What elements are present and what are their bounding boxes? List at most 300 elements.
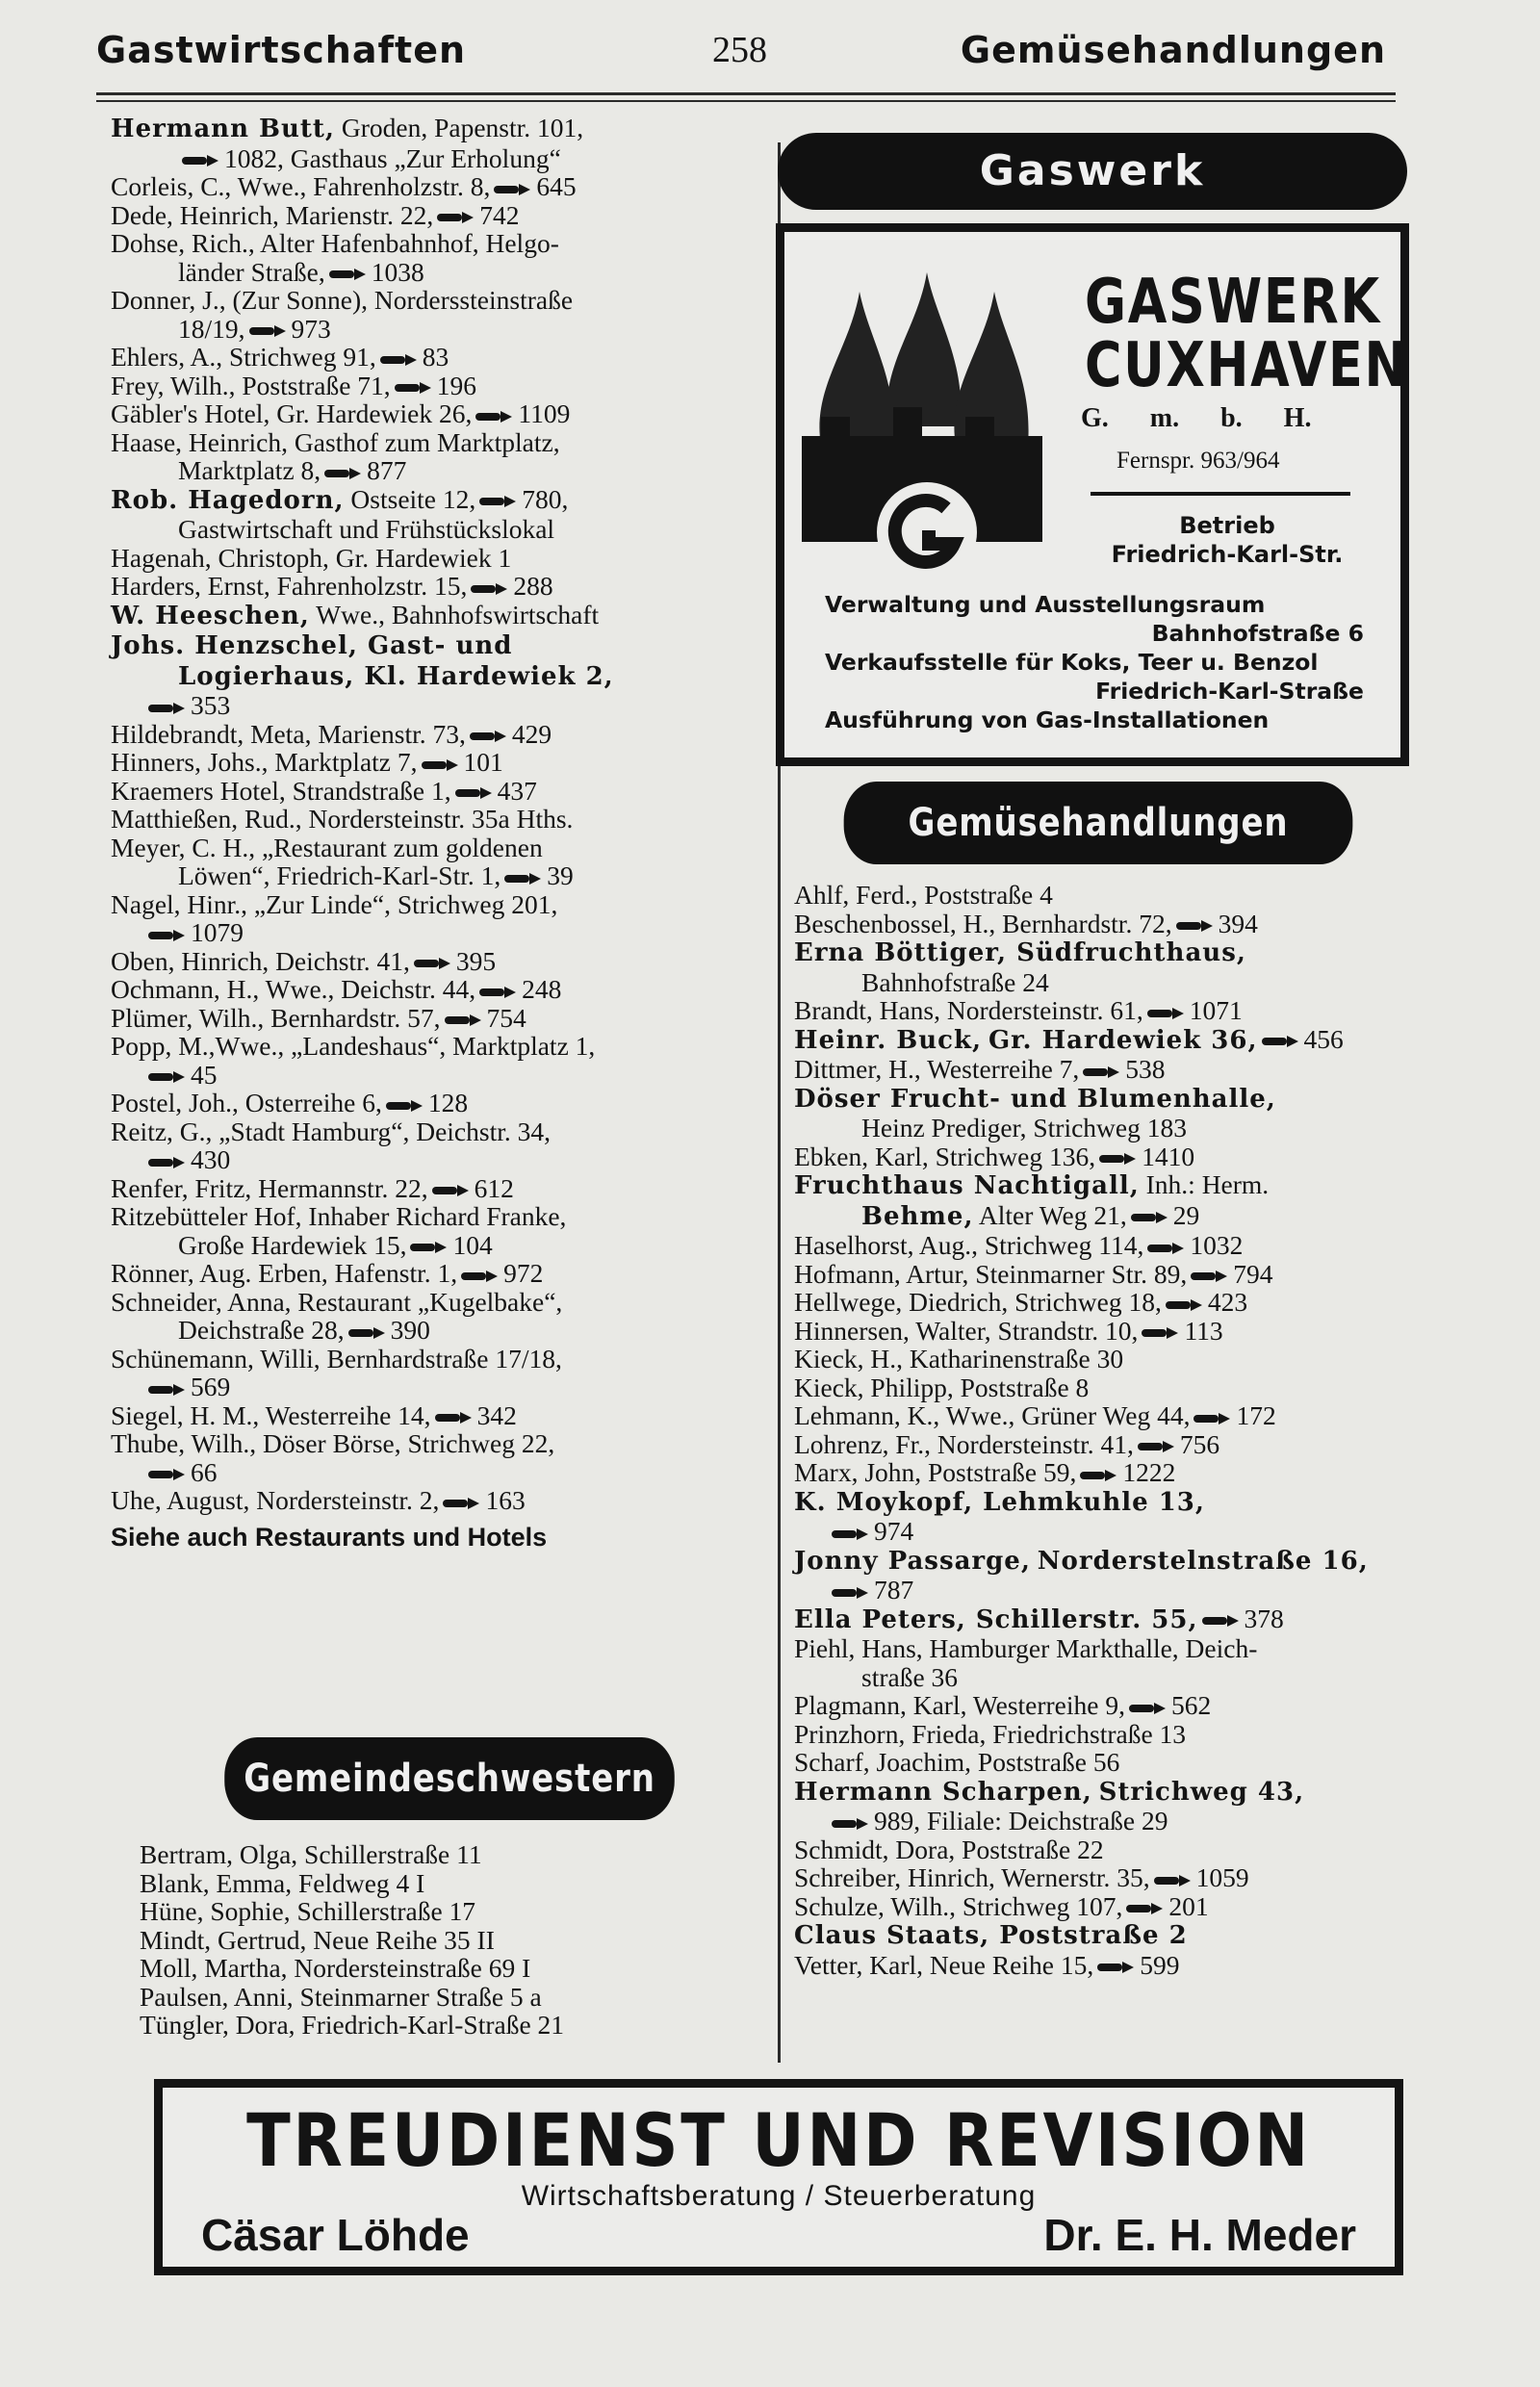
gemuesehandlung-entry [794,1373,1420,1402]
gemuesehandlung-entry-name: Ella Peters, Schillerstr. 55, [794,1604,1198,1634]
telephone-icon [832,1586,868,1600]
gastwirtschaft-entry-text: Ritzebütteler Hof, Inhaber Richard Franke, [111,1201,567,1231]
gemuesehandlung-entry [794,1748,1420,1777]
gastwirtschaft-entry-phone: 742 [479,199,520,230]
gaswerk-rule [1091,492,1350,496]
gemuesehandlung-entry [794,881,1420,910]
gastwirtschaft-entry [111,399,751,428]
gemuesehandlung-entry-name-suffix: Gr. Hardewiek 36, [988,1025,1258,1055]
gemeindeschwester-entry: Hüne, Sophie, Schillerstraße 17 [140,1896,476,1926]
gastwirtschaft-entry-continuation [111,515,751,544]
gastwirtschaft-entry-continuation-text: Große Hardewiek 15, [178,1229,407,1260]
gemuesehandlung-entry-phone: 989, [874,1806,921,1835]
gastwirtschaft-entry-continuation-text: 1082, Gasthaus „Zur Erholung“ [224,142,561,173]
gastwirtschaft-entry-phone: 429 [511,718,552,749]
treudienst-title: TREUDIENST UND REVISION [246,2097,1311,2183]
gemuesehandlung-entry [794,1835,1420,1864]
treudienst-name-left: Cäsar Löhde [201,2210,470,2260]
gastwirtschaft-entry-name: Rob. Hagedorn, [111,485,345,515]
header-rule-2 [96,100,1396,102]
telephone-icon [1142,1326,1178,1340]
right-column [794,881,1420,1979]
gemuesehandlung-entry-text: Beschenbossel, H., Bernhardstr. 72, [794,908,1172,938]
gastwirtschaft-entry [111,572,751,601]
gastwirtschaft-entry [111,1117,751,1174]
gastwirtschaft-entry-text: Popp, M.,Wwe., „Landeshaus“, Marktplatz 1, [111,1031,596,1061]
gaswerk-phone: Fernspr. 963/964 [1116,448,1280,474]
gaswerk-betrieb [1073,511,1381,569]
gastwirtschaft-entry-text: Ehlers, A., Strichweg 91, [111,342,376,372]
gastwirtschaft-entry [111,777,751,806]
gemuesehandlung-entry [794,1170,1420,1231]
gastwirtschaft-entry-continuation-text: Gastwirtschaft und Frühstückslokal [178,514,555,544]
gastwirtschaft-entry-continuation [111,144,751,173]
telephone-icon [1131,1211,1168,1224]
telephone-icon [1138,1440,1174,1453]
see-also-note: Siehe auch Restaurants und Hotels [111,1522,548,1552]
gastwirtschaft-entry-text: Renfer, Fritz, Hermannstr. 22, [111,1172,428,1203]
telephone-icon [422,758,458,772]
gemuesehandlung-entry [794,1546,1420,1604]
gemuesehandlung-entry [794,1260,1420,1289]
gastwirtschaft-entry-name-continued: Logierhaus, Kl. Hardewiek 2, [178,661,614,691]
telephone-icon [1147,1242,1184,1255]
telephone-icon [479,986,516,999]
gastwirtschaft-entry [111,834,751,890]
gastwirtschaft-entry-text: Oben, Hinrich, Deichstr. 41, [111,945,410,976]
gemuesehandlung-entry-phone: 172 [1236,1400,1276,1430]
gastwirtschaft-entry-text: Kraemers Hotel, Strandstraße 1, [111,775,451,806]
gastwirtschaft-entry [111,172,751,201]
gemuesehandlung-entry-text: Marx, John, Poststraße 59, [794,1457,1077,1487]
telephone-icon [443,1497,479,1510]
header-right-title: Gemüsehandlungen [960,29,1386,71]
gastwirtschaft-entry-text: Hinners, Johs., Marktplatz 7, [111,747,418,777]
gastwirtschaft-entry [111,1401,751,1430]
telephone-icon [832,1817,868,1831]
gastwirtschaft-entry-continuation [111,1316,751,1345]
telephone-icon [461,1270,498,1283]
gemuesehandlung-entry-text: Schreiber, Hinrich, Wernerstr. 35, [794,1862,1150,1892]
gemuesehandlung-entry [794,1142,1420,1171]
gastwirtschaft-entry-text: Donner, J., (Zur Sonne), Norderssteinstraße [111,285,574,315]
gastwirtschaft-entry-text: Hagenah, Christoph, Gr. Hardewiek 1 [111,542,512,573]
gemuesehandlung-entry-phone-line [794,1576,1420,1604]
gemuesehandlung-entry-name: Jonny Passarge, [794,1546,1031,1576]
telephone-icon [1099,1152,1136,1166]
page-number: 258 [712,30,767,70]
gemuesehandlung-entry [794,1458,1420,1487]
gemuesehandlung-entry-continuation [794,1201,1420,1232]
treudienst-advertisement [154,2079,1403,2275]
telephone-icon [1097,1961,1134,1974]
gastwirtschaft-entry-continuation-text: länder Straße, [178,256,325,287]
gemuesehandlung-entry-phone-line [794,1807,1420,1835]
gaswerk-betrieb-address: Friedrich-Karl-Str. [1111,541,1344,568]
gastwirtschaft-entry [111,229,751,286]
gaswerk-flame-logo [802,272,1052,590]
gastwirtschaft-entry-phone: 66 [191,1456,218,1487]
gastwirtschaft-entry [111,1004,751,1033]
gastwirtschaft-entry-phone: 83 [422,342,449,372]
gaswerk-line-friedrich-karl: Friedrich-Karl-Straße [1095,678,1364,705]
gastwirtschaft-entry [111,343,751,372]
telephone-icon [1166,1298,1202,1312]
telephone-icon [148,929,185,942]
gemuesehandlung-entry-phone: 538 [1125,1054,1166,1084]
gastwirtschaft-entry-text: Rönner, Aug. Erben, Hafenstr. 1, [111,1258,458,1288]
gastwirtschaft-entry-phone: 569 [191,1372,231,1401]
gemuesehandlung-entry-phone: 378 [1244,1603,1284,1633]
gaswerk-title-line1: GASWERK [1085,267,1381,338]
gemeindeschwestern-column [140,1840,756,2040]
gastwirtschaft-entry-text: Siegel, H. M., Westerreihe 14, [111,1399,431,1430]
gastwirtschaft-entry-text: Hildebrandt, Meta, Marienstr. 73, [111,718,466,749]
gastwirtschaft-entry [111,1259,751,1288]
gemuesehandlung-entry-continuation [794,1663,1420,1692]
gaswerk-line-verkauf: Verkaufsstelle für Koks, Teer u. Benzol [825,649,1319,676]
gemuesehandlung-entry-phone: 423 [1207,1287,1248,1317]
gemuesehandlung-entry [794,1025,1420,1056]
telephone-icon [329,268,366,281]
gemeindeschwestern-list [140,1840,756,2040]
gastwirtschaft-entry-phone-line [111,1458,751,1487]
telephone-icon [1154,1874,1191,1887]
gastwirtschaft-entry-text: Ochmann, H., Wwe., Deichstr. 44, [111,974,476,1004]
gemuesehandlung-entry-phone: 1032 [1190,1230,1244,1260]
gastwirtschaft-entry-continuation-text: 18/19, [178,313,245,344]
gemuesehandlung-entry [794,910,1420,938]
gaswerk-title [1085,267,1409,401]
telephone-icon [504,872,541,886]
telephone-icon [148,702,185,715]
gemuesehandlung-entry [794,1084,1420,1142]
gemuesehandlung-entry-phone: 456 [1303,1023,1344,1054]
gemuesehandlung-entry [794,1691,1420,1720]
treudienst-subtitle: Wirtschaftsberatung / Steuerberatung [521,2180,1037,2212]
telephone-icon [148,1156,185,1169]
gemuesehandlung-entry-name: Erna Böttiger, Südfruchthaus, [794,938,1246,967]
gemuesehandlung-entry [794,996,1420,1025]
gemuesehandlung-entry-name: Heinr. Buck, [794,1025,983,1055]
gemuesehandlung-entry-phone: 1071 [1189,995,1243,1025]
gastwirtschaft-entry-continuation-text: Löwen“, Friedrich-Karl-Str. 1, [178,860,501,890]
gemuesehandlung-entry-text: Vetter, Karl, Neue Reihe 15, [794,1949,1094,1980]
gastwirtschaft-entry-text: Uhe, August, Nordersteinstr. 2, [111,1485,440,1515]
telephone-icon [1129,1702,1166,1715]
gemuesehandlung-entry-continuation [794,1114,1420,1142]
gaswerk-line-verwaltung: Verwaltung und Ausstellungsraum [825,591,1266,618]
gastwirtschaft-entry-text: Gäbler's Hotel, Gr. Hardewiek 26, [111,398,473,428]
gastwirtschaft-entry-text: Schünemann, Willi, Bernhardstraße 17/18, [111,1343,562,1373]
gemuesehandlung-entry-branch: Filiale: Deichstraße 29 [927,1806,1168,1835]
gastwirtschaft-entry-phone: 288 [513,571,553,601]
gemuesehandlung-entry-text: Brandt, Hans, Nordersteinstr. 61, [794,995,1143,1025]
gemuesehandlung-entry [794,1951,1420,1980]
gastwirtschaft-entry-phone: 45 [191,1059,218,1090]
gastwirtschaft-entry-text: Dede, Heinrich, Marienstr. 22, [111,199,434,230]
gemuesehandlung-entry-text: Haselhorst, Aug., Strichweg 114, [794,1230,1144,1260]
gemuesehandlung-entry-text: Hinnersen, Walter, Strandstr. 10, [794,1315,1139,1346]
gastwirtschaft-entry-text: Corleis, C., Wwe., Fahrenholzstr. 8, [111,171,491,201]
gastwirtschaft-entry-phone: 437 [497,775,537,806]
gaswerk-advertisement [776,223,1409,766]
gemuesehandlung-entry-text: Hellwege, Diedrich, Strichweg 18, [794,1287,1162,1317]
gastwirtschaft-entry-phone-line [111,1373,751,1401]
gemuesehandlung-entry-text: Kieck, H., Katharinenstraße 30 [794,1344,1124,1373]
gemuesehandlung-entry-text: Hofmann, Artur, Steinmarner Str. 89, [794,1258,1188,1289]
gemuesehandlung-entry-text: Lohrenz, Fr., Nordersteinstr. 41, [794,1428,1134,1459]
telephone-icon [148,1468,185,1481]
gemuesehandlung-entry-phone: 1410 [1142,1141,1195,1171]
telephone-icon [470,730,506,743]
header-left-title: Gastwirtschaften [96,29,467,71]
telephone-icon [455,786,492,800]
gemuesehandlung-entry-phone: 787 [874,1575,914,1604]
telephone-icon [1176,919,1213,933]
gaswerk-betrieb-label: Betrieb [1179,512,1275,539]
gemuesehandlung-entry [794,1634,1420,1691]
gemuesehandlung-entry [794,1920,1420,1951]
gastwirtschaft-entry-continuation-text: Marktplatz 8, [178,455,321,485]
gastwirtschaft-entry-name: W. Heeschen, [111,601,310,630]
gemuesehandlung-entry-name: Döser Frucht- und Blumenhalle, [794,1084,1276,1114]
gemuesehandlung-entry-name-suffix: Norderstelnstraße 16, [1037,1546,1369,1576]
gastwirtschaft-entry-continuation [111,861,751,890]
gemuesehandlung-entry-name: Hermann Scharpen, [794,1777,1092,1807]
gastwirtschaft-entry-phone: 395 [455,945,497,976]
gastwirtschaft-entry-phone-line [111,691,751,720]
gastwirtschaft-entry-phone: 39 [547,860,574,890]
gastwirtschaft-entry-text: Postel, Joh., Osterreihe 6, [111,1088,382,1117]
gemuesehandlung-entry [794,1487,1420,1546]
gemuesehandlung-entry-text: Schmidt, Dora, Poststraße 22 [794,1834,1104,1864]
gemuesehandlung-entry-text: Prinzhorn, Frieda, Friedrichstraße 13 [794,1718,1187,1749]
gastwirtschaft-entry [111,975,751,1004]
gemuesehandlung-entry-continuation [794,968,1420,997]
gastwirtschaft-entry-phone-line [111,1061,751,1090]
gastwirtschaft-entry [111,201,751,230]
gemuesehandlung-entry-phone: 974 [874,1516,914,1546]
gastwirtschaft-entry-text: Matthießen, Rud., Nordersteinstr. 35a Hths. [111,804,574,834]
gastwirtschaft-entry [111,1288,751,1345]
gemuesehandlung-entry [794,1401,1420,1430]
gemuesehandlung-entry-phone: 794 [1233,1258,1273,1289]
gastwirtschaft-entry [111,286,751,343]
gemuesehandlung-entry-phone: 394 [1218,908,1258,938]
gastwirtschaft-entry-phone: 104 [452,1229,493,1260]
gemuesehandlung-entry-text: Ebken, Karl, Strichweg 136, [794,1141,1096,1171]
gastwirtschaft-entry [111,1174,751,1203]
telephone-icon [494,183,530,196]
gemuesehandlung-entry-text: Lehmann, K., Wwe., Grüner Weg 44, [794,1400,1191,1430]
gaswerk-line-bahnhofstrasse: Bahnhofstraße 6 [1151,620,1364,647]
gemuesehandlung-entry [794,937,1420,996]
gastwirtschaft-entry-text: Nagel, Hinr., „Zur Linde“, Strichweg 201, [111,888,558,919]
gemuesehandlungen-heading: Gemüsehandlungen [844,782,1353,864]
gastwirtschaft-entry-continuation [111,315,751,344]
gemeindeschwestern-heading: Gemeindeschwestern [224,1737,675,1820]
gastwirtschaft-entry [111,748,751,777]
telephone-icon [475,410,512,424]
gastwirtschaft-entry-text: Haase, Heinrich, Gasthof zum Marktplatz, [111,426,560,457]
gastwirtschaft-entry-phone: 342 [476,1399,517,1430]
gemuesehandlung-entry-continuation-text: Alter Weg 21, [978,1199,1127,1230]
gastwirtschaft-entry [111,601,751,631]
gemeindeschwester-entry: Mindt, Gertrud, Neue Reihe 35 II [140,1924,495,1955]
gemuesehandlung-entry-text: Scharf, Joachim, Poststraße 56 [794,1747,1120,1777]
gastwirtschaft-entry [111,428,751,485]
gastwirtschaft-entry-continuation [111,1231,751,1260]
gastwirtschaft-entry-text: Reitz, G., „Stadt Hamburg“, Deichstr. 34, [111,1116,551,1146]
gemuesehandlung-entry-phone: 599 [1140,1949,1180,1980]
gemuesehandlung-entry-name: K. Moykopf, Lehmkuhle 13, [794,1487,1205,1517]
gastwirtschaft-entry-name: Hermann Butt, [111,115,335,143]
telephone-icon [1194,1412,1230,1425]
telephone-icon [380,353,417,367]
gemuesehandlung-entry [794,1892,1420,1921]
gemuesehandlung-entry-phone: 1222 [1122,1457,1176,1487]
gemuesehandlung-entry-text: Inh.: Herm. [1145,1169,1270,1199]
gemuesehandlung-entry-name-suffix: Strichweg 43, [1098,1777,1305,1807]
gastwirtschaft-entry [111,1429,751,1486]
gastwirtschaft-entry-phone: 163 [485,1485,526,1515]
telephone-icon [1147,1007,1184,1020]
gemuesehandlung-entry-text: Plagmann, Karl, Westerreihe 9, [794,1690,1125,1720]
gastwirtschaft-entry-phone: 248 [522,974,562,1004]
telephone-icon [148,1070,185,1084]
telephone-icon [832,1527,868,1541]
gemuesehandlung-entry [794,1430,1420,1459]
gastwirtschaft-entry-phone: 780, [522,483,569,514]
gemuesehandlung-entry-text: Ahlf, Ferd., Poststraße 4 [794,880,1053,910]
gemeindeschwester-entry: Blank, Emma, Feldweg 4 I [140,1867,425,1898]
gastwirtschaft-entry-phone: 390 [390,1315,430,1345]
gemuesehandlung-entry-phone: 562 [1170,1690,1212,1720]
telephone-icon [1126,1902,1163,1915]
gastwirtschaft-entry [111,1089,751,1117]
telephone-icon [1202,1614,1239,1628]
gemuesehandlung-entry-text: Schulze, Wilh., Strichweg 107, [794,1890,1123,1921]
gemuesehandlung-entry-phone: 113 [1184,1315,1223,1346]
telephone-icon [479,495,516,508]
telephone-icon [414,957,450,970]
telephone-icon [386,1099,423,1113]
page-header [0,0,1540,87]
telephone-icon [435,1411,472,1424]
gastwirtschaft-entry-phone: 973 [291,313,331,344]
telephone-icon [1262,1035,1298,1048]
gastwirtschaft-entry-phone: 353 [191,690,231,720]
gastwirtschaft-entry [111,947,751,976]
gastwirtschaft-entry-continuation [111,456,751,485]
gastwirtschaft-entry-phone-line [111,1145,751,1174]
gemeindeschwester-entry: Tüngler, Dora, Friedrich-Karl-Straße 21 [140,2010,565,2040]
treudienst-name-right: Dr. E. H. Meder [1043,2210,1356,2260]
gemuesehandlung-entry [794,1055,1420,1084]
telephone-icon [445,1014,481,1027]
gaswerk-heading: Gaswerk [778,133,1407,210]
gastwirtschaft-entry-text: Wwe., Bahnhofswirtschaft [316,599,600,629]
gastwirtschaft-entry [111,372,751,400]
gastwirtschaft-entry-phone: 430 [191,1144,231,1174]
telephone-icon [410,1241,447,1254]
telephone-icon [324,467,361,480]
gastwirtschaft-entry [111,890,751,947]
gastwirtschaft-entry-text: Frey, Wilh., Poststraße 71, [111,370,391,400]
gemuesehandlung-entry [794,1777,1420,1835]
gastwirtschaft-entry-text: Dohse, Rich., Alter Hafenbahnhof, Helgo- [111,228,559,258]
gastwirtschaft-entry-phone: 645 [536,171,577,201]
gemuesehandlung-entry [794,1288,1420,1317]
left-column [111,114,751,1553]
gemuesehandlung-entry [794,1720,1420,1749]
gastwirtschaft-entry-text: Harders, Ernst, Fahrenholzstr. 15, [111,571,468,601]
gastwirtschaft-entry [111,1345,751,1401]
gastwirtschaft-entry-continuation-text: Deichstraße 28, [178,1315,345,1345]
header-rule [96,92,1396,95]
gaswerk-line-installation: Ausführung von Gas-Installationen [825,706,1270,733]
gemuesehandlung-entry [794,1604,1420,1635]
gastwirtschaft-entry-text: Ostseite 12, [350,483,476,514]
gemuesehandlungen-list [794,881,1420,1979]
gaswerk-gmbh: G. m. b. H. [1081,403,1312,433]
gemuesehandlung-entry-name: Claus Staats, Poststraße 2 [794,1921,1188,1950]
gemuesehandlung-entry-continuation-text: Heinz Prediger, Strichweg 183 [861,1113,1187,1142]
gastwirtschaft-entry-phone: 101 [463,747,503,777]
gemuesehandlung-entry-text: Piehl, Hans, Hamburger Markthalle, Deich- [794,1633,1258,1663]
gemuesehandlung-entry-continuation-text: straße 36 [861,1661,959,1692]
gastwirtschaft-entry-text: Meyer, C. H., „Restaurant zum goldenen [111,832,543,862]
gastwirtschaft-entry [111,630,751,720]
gemuesehandlung-entry-phone: 1059 [1195,1862,1249,1892]
gastwirtschaft-entry-phone-line [111,918,751,947]
gemuesehandlung-entry-phone-line [794,1517,1420,1546]
gastwirtschaft-entry-phone: 1038 [371,256,424,287]
gastwirtschaft-entry-text: Groden, Papenstr. 101, [341,113,584,142]
gaswerk-title-line2: CUXHAVEN [1085,330,1409,401]
gastwirtschaft-entry [111,544,751,573]
gemuesehandlung-entry-name-continued: Behme, [861,1201,974,1231]
gemuesehandlung-entry-continuation-text: Bahnhofstraße 24 [861,966,1049,997]
gemuesehandlung-entry-phone: 756 [1179,1428,1220,1459]
telephone-icon [395,381,431,395]
gastwirtschaft-entry-phone: 754 [486,1002,526,1033]
gastwirtschaft-entry [111,805,751,834]
gemuesehandlung-entry [794,1317,1420,1346]
gaswerk-details [825,590,1364,734]
gastwirtschaft-entry-text: Plümer, Wilh., Bernhardstr. 57, [111,1002,441,1033]
gastwirtschaft-entry-phone: 877 [367,455,407,485]
gastwirtschaft-entry-phone: 1079 [191,917,244,947]
gastwirtschaft-entry-phone: 128 [427,1088,469,1117]
gemuesehandlung-entry [794,1231,1420,1260]
telephone-icon [1191,1270,1227,1283]
telephone-icon [182,154,218,167]
gastwirtschaft-entry-phone: 1109 [518,398,571,428]
gastwirtschaft-entry [111,1032,751,1089]
gemuesehandlung-entry-text: Dittmer, H., Westerreihe 7, [794,1054,1080,1084]
gemeindeschwester-entry: Paulsen, Anni, Steinmarner Straße 5 a [140,1981,542,2012]
gemuesehandlung-entry-phone: 201 [1168,1890,1209,1921]
gastwirtschaft-entry-name: Johs. Henzschel, Gast- und [111,631,513,660]
gastwirtschaft-entry-continuation [111,258,751,287]
telephone-icon [1083,1065,1119,1079]
telephone-icon [348,1326,385,1340]
gastwirtschaft-entry-text: Thube, Wilh., Döser Börse, Strichweg 22, [111,1428,555,1458]
gastwirtschaft-entry [111,485,751,544]
gastwirtschaft-entry [111,114,751,172]
